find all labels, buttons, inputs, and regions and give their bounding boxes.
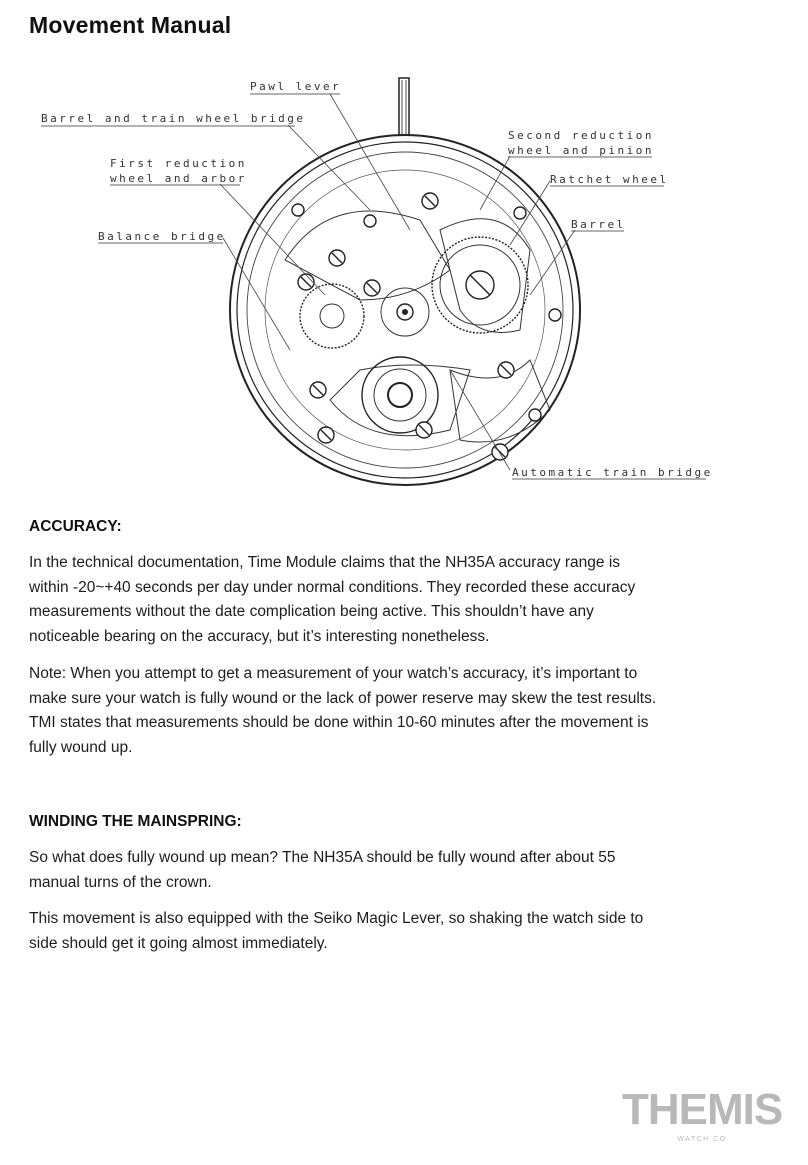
text-line: measurements without the date complication being active. This shouldn’t have any bbox=[29, 603, 594, 620]
accuracy-paragraph-1 bbox=[29, 551, 729, 649]
page-title: Movement Manual bbox=[29, 12, 232, 38]
label-second-reduction-2: wheel and pinion bbox=[508, 144, 654, 157]
label-pawl-lever: Pawl lever bbox=[250, 80, 342, 93]
label-automatic-train-bridge: Automatic train bridge bbox=[512, 466, 713, 479]
brand-name: THEMIS bbox=[622, 1085, 783, 1134]
accuracy-heading: ACCURACY: bbox=[29, 518, 122, 535]
text-line: Note: When you attempt to get a measurement of your watch’s accuracy, it’s important to bbox=[29, 665, 638, 682]
text-line: manual turns of the crown. bbox=[29, 873, 212, 891]
text-line: make sure your watch is fully wound or the lack of power reserve may skew the test results. bbox=[29, 689, 657, 707]
label-first-reduction-1: First reduction bbox=[110, 157, 247, 170]
label-first-reduction-2: wheel and arbor bbox=[110, 172, 247, 185]
text-line: side should get it going almost immediately. bbox=[29, 934, 328, 952]
text-line: fully wound up. bbox=[29, 738, 133, 756]
label-barrel: Barrel bbox=[571, 218, 626, 231]
label-barrel-bridge: Barrel and train wheel bridge bbox=[41, 112, 306, 125]
text-line: So what does fully wound up mean? The NH35A should be fully wound after about 55 bbox=[29, 849, 616, 866]
label-balance-bridge: Balance bridge bbox=[98, 230, 226, 243]
winding-paragraph-2 bbox=[29, 907, 729, 956]
accuracy-paragraph-2 bbox=[29, 662, 729, 760]
brand-subtitle: WATCH CO bbox=[677, 1136, 727, 1143]
winding-paragraph-1 bbox=[29, 846, 729, 895]
text-line: This movement is also equipped with the Seiko Magic Lever, so shaking the watch side to bbox=[29, 910, 644, 927]
movement-drawing bbox=[30, 70, 720, 490]
movement-diagram bbox=[30, 70, 720, 490]
label-second-reduction-1: Second reduction bbox=[508, 129, 654, 142]
text-line: within -20~+40 seconds per day under normal conditions. They recorded these accuracy bbox=[29, 578, 636, 596]
text-line: noticeable bearing on the accuracy, but it’s interesting nonetheless. bbox=[29, 627, 490, 645]
text-line: In the technical documentation, Time Module claims that the NH35A accuracy range is bbox=[29, 554, 621, 571]
text-line: TMI states that measurements should be done within 10-60 minutes after the movement is bbox=[29, 714, 649, 731]
winding-heading: WINDING THE MAINSPRING: bbox=[29, 813, 242, 830]
brand-logo bbox=[622, 1085, 783, 1143]
label-ratchet-wheel: Ratchet wheel bbox=[550, 173, 669, 186]
